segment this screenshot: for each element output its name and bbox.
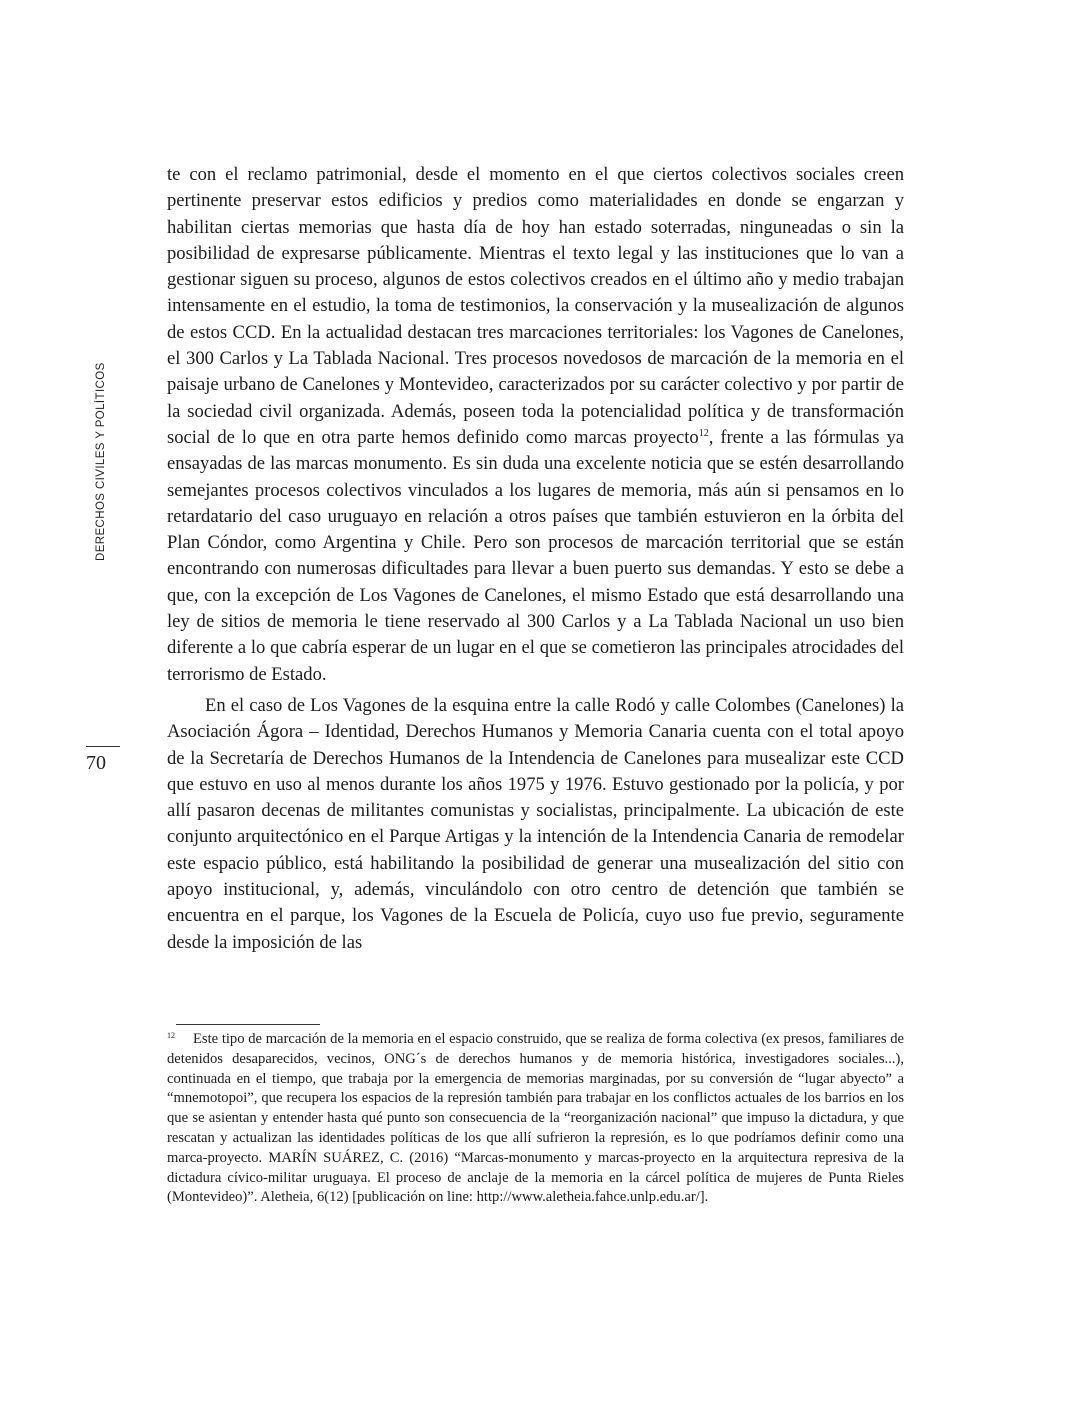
footnote-separator (176, 1024, 320, 1025)
body-text (167, 162, 904, 956)
paragraph-text: te con el reclamo patrimonial, desde el momento en el que ciertos colectivos sociales creen pertinente preservar estos edificios y predios como materialidades en donde se engarzan y habilitan ciertas memorias que hasta día de hoy han estado soterradas, ninguneadas o sin la posibilidad de expresarse públicamente. Mientras el texto legal y las instituciones que lo van a gestionar siguen su proceso, algunos de estos colectivos creados en el último año y medio trabajan intensamente en el estudio, la toma de testimonios, la conservación y la musealización de algunos de estos CCD. En la actualidad destacan tres marcaciones territoriales: los Vagones de Canelones, el 300 Carlos y La Tablada Nacional. Tres procesos novedosos de marcación de la memoria en el paisaje urbano de Canelones y Montevideo, caracterizados por su carácter colectivo y por partir de la sociedad civil organizada. Además, poseen toda la potencialidad política y de transformación social de lo que en otra parte hemos definido como marcas proyecto (167, 164, 904, 448)
page-number: 70 (86, 752, 106, 774)
footnote-marker: 12 (167, 1031, 175, 1040)
paragraph-text: , frente a las fórmulas ya ensayadas de las marcas monumento. Es sin duda una excelente noticia que se estén desarrollando semejantes procesos colectivos vinculados a los lugares de memoria, más aún si pensamos en lo retardatario del caso uruguayo en relación a otros países que también estuvieron en la órbita del Plan Cóndor, como Argentina y Chile. Pero son procesos de marcación territorial que se están encontrando con numerosas dificultades para llevar a buen puerto sus demandas. Y esto se debe a que, con la excepción de Los Vagones de Canelones, el mismo Estado que está desarrollando una ley de sitios de memoria le tiene reservado al 300 Carlos y a La Tablada Nacional un uso bien diferente a lo que cabría esperar de un lugar en el que se cometieron las principales atrocidades del terrorismo de Estado. (167, 426, 904, 685)
running-head: DERECHOS CIVILES Y POLÍTICOS (95, 362, 107, 562)
footnote-reference: 12 (698, 427, 709, 439)
paragraph (167, 162, 904, 688)
page-number-rule (86, 746, 120, 747)
footnote-text: Este tipo de marcación de la memoria en el espacio construido, que se realiza de forma colectiva (ex presos, familiares de detenidos desaparecidos, vecinos, ONG´s de derechos humanos y de memoria histórica, investigadores sociales...), continuada en el tiempo, que trabaja por la emergencia de memorias marginadas, por su conversión de “lugar abyecto” a “mnemotopoi”, que recupera los espacios de la represión también para trabajar en los conflictos actuales de los barrios en los que se asientan y entender hasta qué punto son consecuencia de la “reorganización nacional” que impuso la dictadura, y que rescatan y actualizan las identidades políticas de los que allí sufrieron la represión, es lo que podríamos definir como una marca-proyecto. MARÍN SUÁREZ, C. (2016) “Marcas-monumento y marcas-proyecto en la arquitectura represiva de la dictadura cívico-militar uruguaya. El proceso de anclaje de la memoria en la cárcel política de mujeres de Punta Rieles (Montevideo)”. Aletheia, 6(12) [publicación on line: http://www.aletheia.fahce.unlp.edu.ar/]. (167, 1031, 904, 1206)
paragraph: En el caso de Los Vagones de la esquina entre la calle Rodó y calle Colombes (Canelones) la Asociación Ágora – Identidad, Derechos Humanos y Memoria Canaria cuenta con el total apoyo de la Secretaría de Derechos Humanos de la Intendencia de Canelones para musealizar este CCD que estuvo en uso al menos durante los años 1975 y 1976. Estuvo gestionado por la policía, y por allí pasaron decenas de militantes comunistas y socialistas, principalmente. La ubicación de este conjunto arquitectónico en el Parque Artigas y la intención de la Intendencia Canaria de remodelar este espacio público, está habilitando la posibilidad de generar una musealización del sitio con apoyo institucional, y, además, vinculándolo con otro centro de detención que también se encuentra en el parque, los Vagones de la Escuela de Policía, cuyo uso fue previo, seguramente desde la imposición de las (167, 694, 904, 953)
footnote (167, 1030, 904, 1208)
